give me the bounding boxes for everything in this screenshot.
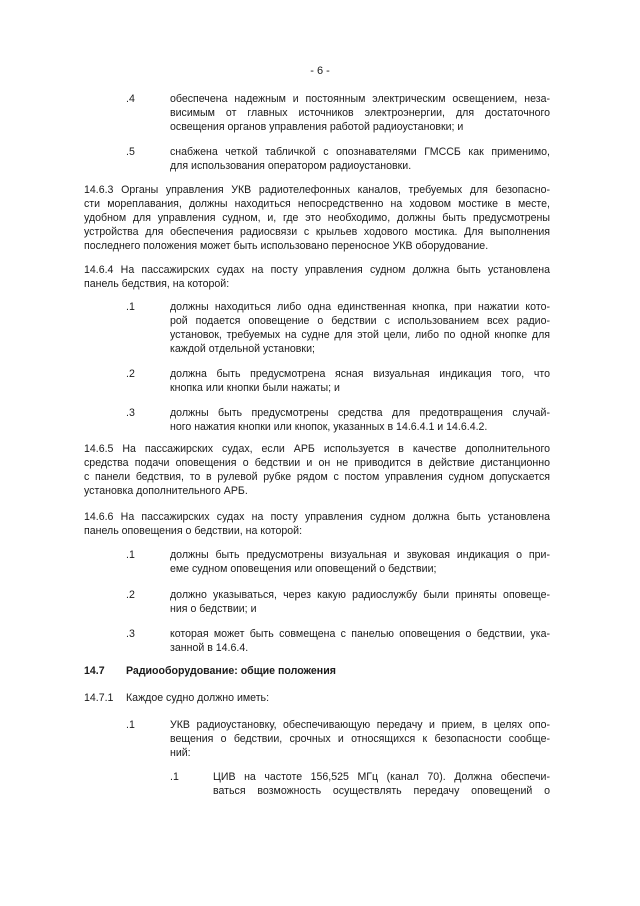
list-item-number: .5 <box>126 146 135 158</box>
list-item-number: .3 <box>126 628 135 640</box>
list-item-text: УКВ радиоустановку, обеспечивающую передачу и прием, в целях опо- вещения о бедствии, срочных и относящихся к безопасности сообще- ний: <box>170 719 550 759</box>
list-item-number: .3 <box>126 407 135 419</box>
paragraph-14-6-3: 14.6.3 Органы управления УКВ радиотелефонных каналов, требуемых для безопасно- сти мореплавания, должны находиться непосредственно на ходовом мостике в месте, удобном для управления судном, и, где это необходимо, должны быть предусмотрены устройства для обеспечения радиосвязи с крыльев ходового мостика. Для выполнения последнего положения может быть использовано переносное УКВ оборудование. <box>84 184 550 252</box>
paragraph-14-6-5: 14.6.5 На пассажирских судах, если АРБ используется в качестве дополнительного средства подачи оповещения о бедствии и он не приводится в действие дистанционно с панели бедствия, то в рулевой рубке рядом с постом управления судном допускается установка дополнительного АРБ. <box>84 443 550 497</box>
list-item-number: .2 <box>126 368 135 380</box>
paragraph-number: 14.7.1 <box>84 692 114 704</box>
list-item-number: .1 <box>126 301 135 313</box>
list-item-text: должны находиться либо одна единственная кнопка, при нажатии кото- рой подается оповещение о бедствии с использованием всех радио- установок, требуемых на судне для этой цели, либо по одной кнопке для каждой отдельной установки; <box>170 301 550 355</box>
list-item-number: .1 <box>126 719 135 731</box>
sub-item-text: ЦИВ на частоте 156,525 МГц (канал 70). Должна обеспечи- ваться возможность осуществлять передачу оповещений о <box>213 771 550 797</box>
list-item-number: .1 <box>126 549 135 561</box>
paragraph-14-6-6: 14.6.6 На пассажирских судах на посту управления судном должна быть установлена панель оповещения о бедствии, на которой: <box>84 511 550 537</box>
list-item-number: .4 <box>126 93 135 105</box>
list-item-text: должно указываться, через какую радиослужбу были приняты оповеще- ния о бедствии; и <box>170 589 550 615</box>
list-item-number: .2 <box>126 589 135 601</box>
list-item-text: должны быть предусмотрены визуальная и звуковая индикация о при- еме судном оповещения или оповещений о бедствии; <box>170 549 550 575</box>
sub-item-number: .1 <box>170 771 179 783</box>
page-number: - 6 - <box>310 65 330 77</box>
list-item-text: снабжена четкой табличкой с опознавателями ГМССБ как применимо, для использования оператором радиоустановки. <box>170 146 550 172</box>
paragraph-14-6-4: 14.6.4 На пассажирских судах на посту управления судном должна быть установлена панель бедствия, на которой: <box>84 264 550 290</box>
section-number: 14.7 <box>84 665 105 677</box>
section-heading: Радиооборудование: общие положения <box>126 665 336 677</box>
paragraph-text: Каждое судно должно иметь: <box>126 692 270 704</box>
list-item-text: должна быть предусмотрена ясная визуальная индикация того, что кнопка или кнопки были нажаты; и <box>170 368 550 394</box>
list-item-text: должны быть предусмотрены средства для предотвращения случай- ного нажатия кнопки или кнопок, указанных в 14.6.4.1 и 14.6.4.2. <box>170 407 550 433</box>
list-item-text: которая может быть совмещена с панелью оповещения о бедствии, ука- занной в 14.6.4. <box>170 628 550 654</box>
list-item-text: обеспечена надежным и постоянным электрическим освещением, неза- висимым от главных источников электроэнергии, для достаточного освещения органов управления работой радиоустановки; и <box>170 93 550 133</box>
